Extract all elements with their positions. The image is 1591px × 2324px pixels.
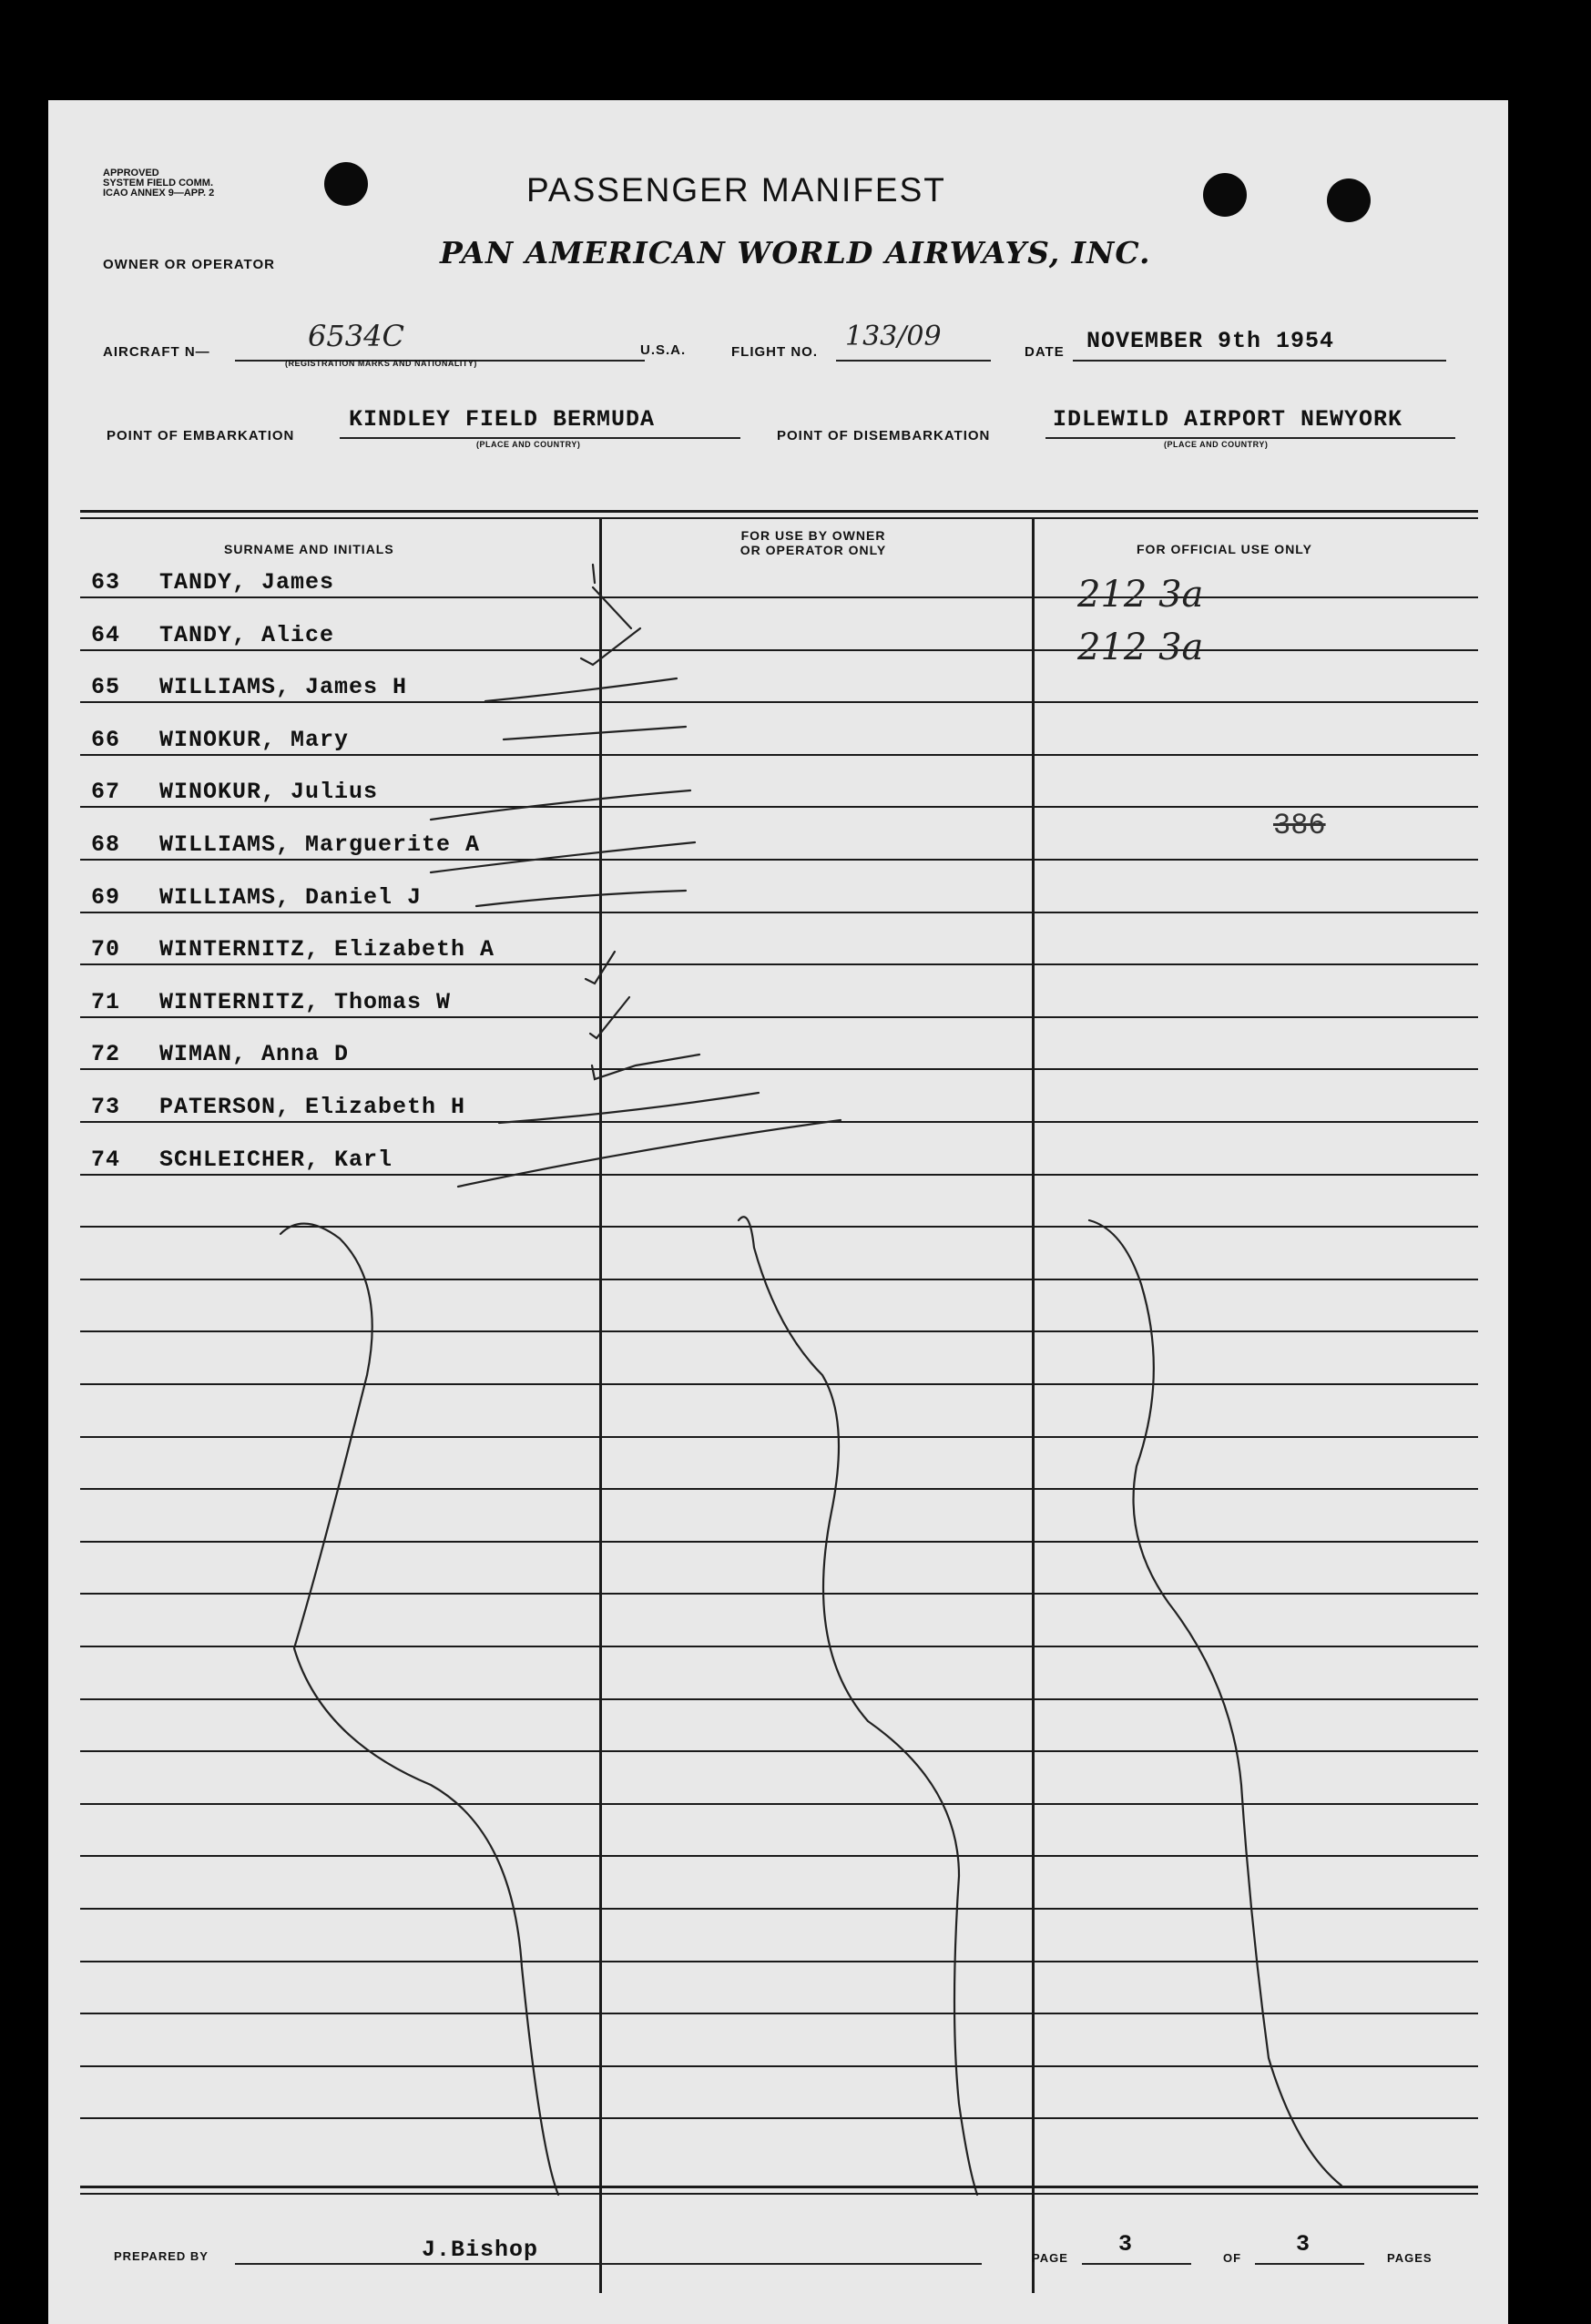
- passenger-number: 65: [91, 674, 121, 700]
- col-surname-header: SURNAME AND INITIALS: [224, 542, 394, 556]
- passenger-name: WINOKUR, Mary: [159, 727, 350, 753]
- place-country-caption: (PLACE AND COUNTRY): [1164, 440, 1269, 449]
- passenger-name: PATERSON, Elizabeth H: [159, 1094, 466, 1120]
- passenger-name: WILLIAMS, Daniel J: [159, 884, 423, 911]
- page-number: 3: [1118, 2231, 1134, 2258]
- tick-stroke: [458, 1120, 841, 1187]
- registration-caption: (REGISTRATION MARKS AND NATIONALITY): [285, 359, 477, 368]
- tick-stroke: [476, 891, 686, 906]
- check-mark: [590, 997, 629, 1038]
- operator-name: PAN AMERICAN WORLD AIRWAYS, INC.: [440, 235, 1151, 270]
- check-mark: [593, 565, 631, 628]
- passenger-number: 68: [91, 831, 121, 858]
- passenger-name: TANDY, Alice: [159, 622, 335, 648]
- passenger-name: WINTERNITZ, Thomas W: [159, 989, 452, 1015]
- void-squiggle: [1089, 1220, 1341, 2186]
- passenger-number: 67: [91, 779, 121, 805]
- flight-no-label: FLIGHT NO.: [731, 344, 818, 360]
- check-mark: [581, 628, 640, 665]
- pages-label: PAGES: [1387, 2251, 1433, 2265]
- tick-stroke: [504, 727, 686, 739]
- embarkation-label: POINT OF EMBARKATION: [107, 428, 295, 443]
- col-official-header: FOR OFFICIAL USE ONLY: [1137, 542, 1312, 556]
- page-label: PAGE: [1032, 2251, 1068, 2265]
- passenger-number: 72: [91, 1041, 121, 1067]
- passenger-name: WILLIAMS, Marguerite A: [159, 831, 481, 858]
- tick-stroke: [431, 790, 690, 820]
- check-mark: [586, 952, 615, 984]
- tick-stroke: [499, 1093, 759, 1123]
- official-note: 212 3a: [1077, 574, 1204, 616]
- disembarkation-point: IDLEWILD AIRPORT NEWYORK: [1053, 406, 1403, 433]
- passenger-number: 66: [91, 727, 121, 753]
- tick-stroke: [431, 842, 695, 872]
- page-total: 3: [1296, 2231, 1311, 2258]
- tick-stroke: [485, 678, 677, 701]
- usa-label: U.S.A.: [640, 342, 687, 358]
- prepared-by-name: J.Bishop: [422, 2237, 539, 2263]
- void-squiggle: [280, 1224, 558, 2195]
- flight-number: 133/09: [845, 321, 942, 352]
- passenger-name: WIMAN, Anna D: [159, 1041, 350, 1067]
- date-label: DATE: [1025, 344, 1065, 360]
- passenger-number: 63: [91, 569, 121, 596]
- official-note: 212 3a: [1077, 627, 1204, 668]
- passenger-name: SCHLEICHER, Karl: [159, 1147, 393, 1173]
- place-country-caption: (PLACE AND COUNTRY): [476, 440, 581, 449]
- embarkation-point: KINDLEY FIELD BERMUDA: [349, 406, 656, 433]
- owner-operator-label: OWNER OR OPERATOR: [103, 257, 275, 272]
- passenger-name: WINTERNITZ, Elizabeth A: [159, 936, 495, 963]
- manifest-sheet: [48, 100, 1508, 2324]
- passenger-number: 73: [91, 1094, 121, 1120]
- flight-date: NOVEMBER 9th 1954: [1086, 328, 1335, 354]
- prepared-by-label: PREPARED BY: [114, 2249, 209, 2263]
- passenger-number: 71: [91, 989, 121, 1015]
- passenger-name: WINOKUR, Julius: [159, 779, 379, 805]
- passenger-number: 70: [91, 936, 121, 963]
- aircraft-label: AIRCRAFT N—: [103, 344, 210, 360]
- check-mark: [592, 1055, 699, 1079]
- passenger-name: WILLIAMS, James H: [159, 674, 408, 700]
- passenger-number: 64: [91, 622, 121, 648]
- passenger-number: 74: [91, 1147, 121, 1173]
- col-owner-use-header: FOR USE BY OWNER OR OPERATOR ONLY: [739, 528, 887, 557]
- of-label: OF: [1223, 2251, 1242, 2265]
- void-squiggle: [739, 1217, 977, 2195]
- aircraft-number: 6534C: [308, 319, 404, 353]
- hand-marks: [48, 100, 1508, 2324]
- official-note: 386: [1273, 809, 1326, 842]
- disembarkation-label: POINT OF DISEMBARKATION: [777, 428, 991, 443]
- approval-stamp: APPROVED SYSTEM FIELD COMM. ICAO ANNEX 9—APP. 2: [103, 168, 215, 199]
- passenger-number: 69: [91, 884, 121, 911]
- page-title: PASSENGER MANIFEST: [526, 171, 946, 209]
- passenger-name: TANDY, James: [159, 569, 335, 596]
